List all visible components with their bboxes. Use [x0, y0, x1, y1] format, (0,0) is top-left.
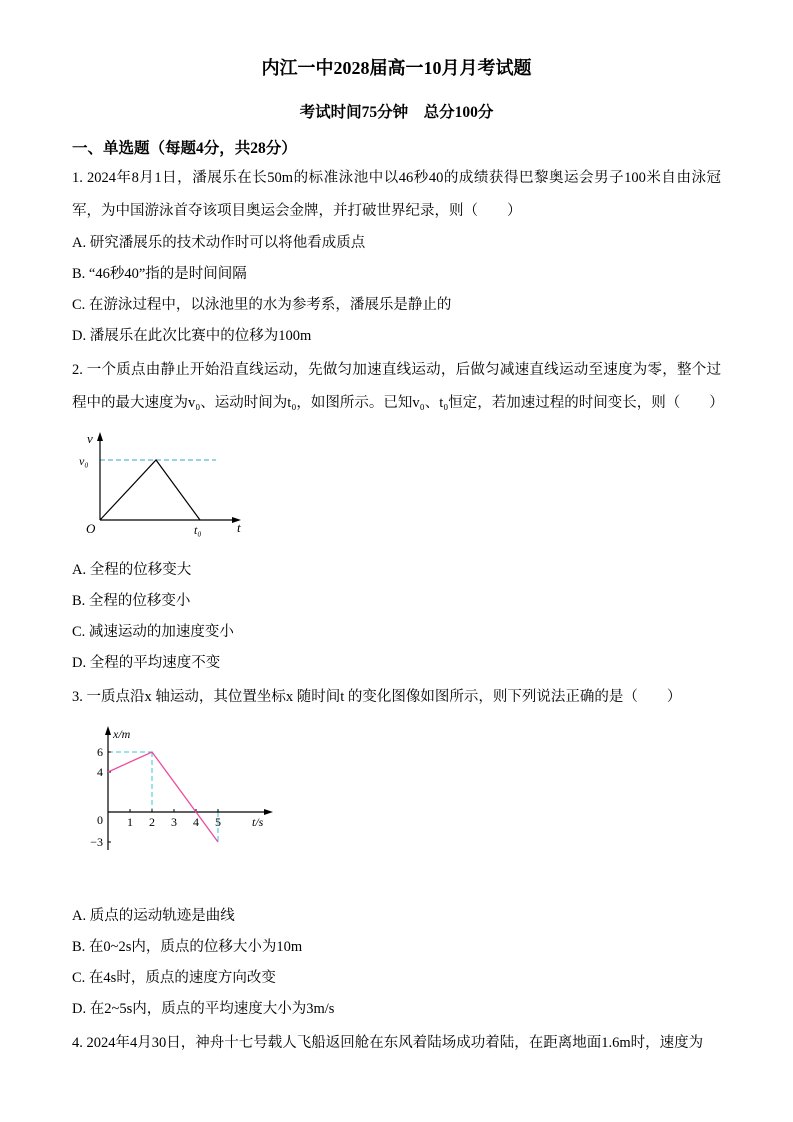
question-1-option-b: B. “46秒40”指的是时间间隔 — [72, 266, 247, 282]
position-line — [108, 752, 218, 842]
question-2-option-a: A. 全程的位移变大 — [72, 562, 192, 578]
question-2-text: 2. 一个质点由静止开始沿直线运动，先做匀加速直线运动，后做匀减速直线运动至速度为零，整个过程中的最大速度为v₀、运动时间为t₀，如图所示。已知v₀、t₀恒定，若加速过程的时间变长，则（ ） — [72, 362, 724, 411]
x-axis-arrow — [264, 809, 273, 815]
question-1-text: 1. 2024年8月1日，潘展乐在长50m的标准泳池中以46秒40的成绩获得巴黎奥运会男子100米自由泳冠军，为中国游泳首夺该项目奥运会金牌，并打破世界纪录，则（ ） — [72, 170, 721, 219]
question-3-text: 3. 一质点沿x 轴运动，其位置坐标x 随时间t 的变化图像如图所示，则下列说法正确的是（ ） — [72, 689, 682, 705]
origin-label: 0 — [97, 813, 103, 827]
vt-graph-figure — [74, 428, 721, 549]
v0-label: v₀ — [79, 454, 89, 468]
velocity-line — [100, 460, 200, 520]
exam-info: 考试时间75分钟 总分100分 — [299, 104, 494, 121]
y-label-neg3: −3 — [90, 835, 103, 849]
question-2-option-d: D. 全程的平均速度不变 — [72, 655, 221, 671]
x-label-5: 5 — [215, 815, 221, 829]
y-label-4: 4 — [97, 765, 103, 779]
x-label-4: 4 — [193, 815, 199, 829]
question-3-option-a: A. 质点的运动轨迹是曲线 — [72, 908, 235, 924]
question-2 — [72, 354, 724, 679]
x-label-3: 3 — [171, 815, 177, 829]
question-2-option-b: B. 全程的位移变小 — [72, 593, 191, 609]
question-3-option-d: D. 在2~5s内，质点的平均速度大小为3m/s — [72, 1001, 335, 1017]
question-1 — [72, 162, 721, 352]
xt-graph-figure — [74, 722, 721, 875]
xt-y-axis-label: x/m — [113, 727, 131, 741]
page-title: 内江一中2028届高一10月月考试题 — [261, 58, 532, 78]
x-label-2: 2 — [149, 815, 155, 829]
question-3-option-b: B. 在0~2s内，质点的位移大小为10m — [72, 939, 303, 955]
question-4-text: 4. 2024年4月30日，神舟十七号载人飞船返回舱在东风着陆场成功着陆，在距离地面1.6m时，速度为 — [72, 1035, 704, 1051]
question-4 — [72, 1027, 721, 1060]
question-3 — [72, 681, 721, 1025]
t0-label: t₀ — [194, 523, 202, 537]
y-axis-arrow — [97, 432, 103, 441]
question-1-option-c: C. 在游泳过程中，以泳池里的水为参考系，潘展乐是静止的 — [72, 297, 452, 313]
xt-x-axis-label: t/s — [252, 815, 264, 829]
x-label-1: 1 — [127, 815, 133, 829]
question-1-option-d: D. 潘展乐在此次比赛中的位移为100m — [72, 328, 312, 344]
vt-origin-label: O — [86, 521, 96, 536]
question-3-option-c: C. 在4s时，质点的速度方向改变 — [72, 970, 276, 986]
y-axis-arrow — [105, 726, 111, 735]
y-label-6: 6 — [97, 745, 103, 759]
question-1-option-a: A. 研究潘展乐的技术动作时可以将他看成质点 — [72, 235, 366, 251]
section-heading: 一、单选题（每题4分，共28分） — [72, 140, 297, 157]
vt-graph — [74, 428, 252, 544]
xt-graph — [74, 722, 282, 870]
vt-x-axis-label: t — [237, 520, 241, 535]
vt-y-axis-label: v — [87, 431, 93, 446]
question-2-option-c: C. 减速运动的加速度变小 — [72, 624, 234, 640]
